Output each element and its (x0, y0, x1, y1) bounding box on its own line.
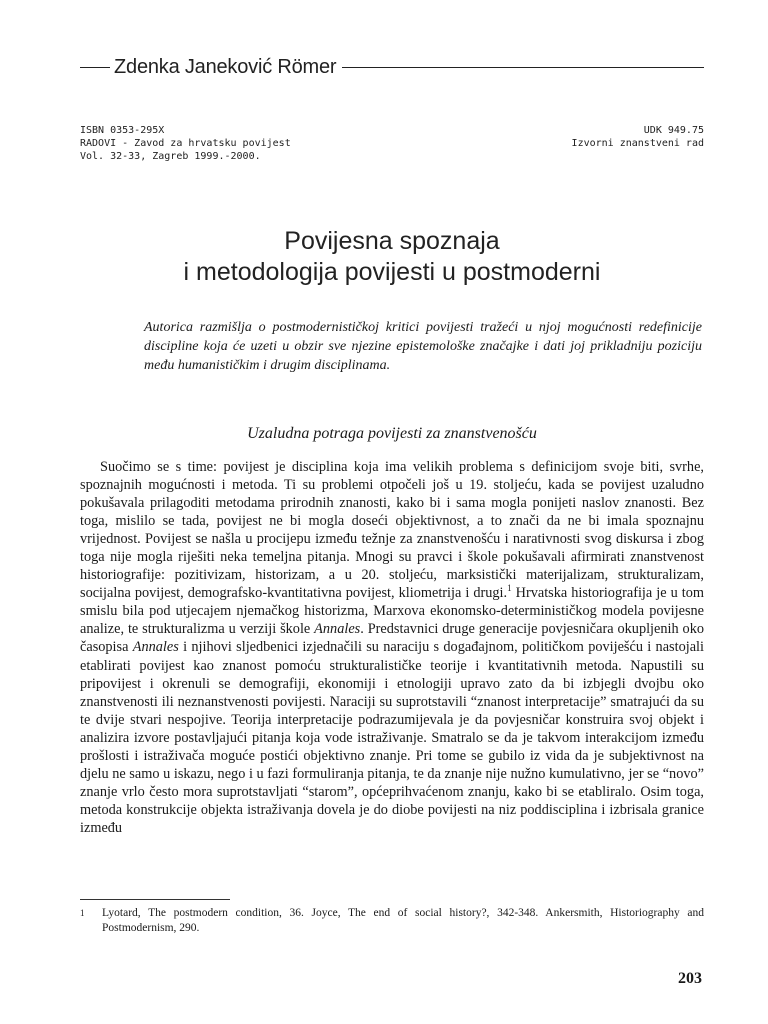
footnote-divider (80, 899, 230, 900)
article-type: Izvorni znanstveni rad (571, 138, 704, 149)
section-heading: Uzaludna potraga povijesti za znanstvenošću (247, 425, 537, 442)
footnote-number: 1 (80, 908, 85, 918)
abstract: Autorica razmišlja o postmodernističkoj kritici povijesti tražeći u njoj mogućnosti redefinicije discipline koja će uzeti u obzir sve njezine epistemološke značajke i dati joj prikladniju poziciju među humanističkim i drugim disciplinama. (144, 320, 702, 373)
title-line-2: i metodologija povijesti u postmoderni (183, 258, 601, 286)
footnote-ref[interactable]: 1 (507, 583, 512, 594)
volume: Vol. 32-33, Zagreb 1999.-2000. (80, 151, 261, 162)
journal: RADOVI - Zavod za hrvatsku povijest (80, 138, 291, 149)
title-line-1: Povijesna spoznaja (284, 227, 500, 255)
body-text-1: Suočimo se s time: povijest je disciplina koja ima velikih problema s definicijom svoje biti, svrhe, spoznajnih mogućnosti i metoda. Ti su problemi otpočeli još u 19. stoljeću, kada se povijest uzaludno pokušavala prilagoditi metodama prirodnih znanosti, kako bi i sama mogla ponijeti naslov znanosti. Bez toga, mislilo se tada, povijest ne bi mogla doseći objektivnost, a to znači da ne bi imala spoznajnu vrijednost. Povijest se našla u procijepu između težnje za znanstvenošću i narativnosti svog diskursa i zbog toga nije mogla riješiti neka temeljna pitanja. Mnogi su pravci i škole pokušavali afirmirati znanstvenost historiografije: pozitivizam, historizam, a u 20. stoljeću, marksistički materijalizam, strukturalizam, socijalna povijest, demografsko-kvantitativna povijest, kliometrija i drugi. (80, 459, 704, 602)
page-number: 203 (678, 970, 702, 987)
isbn: ISBN 0353-295X (80, 125, 165, 136)
footnote (80, 906, 704, 936)
annales-italic-1: Annales (314, 621, 361, 638)
header-rule-right (342, 67, 704, 68)
meta-left (80, 124, 291, 163)
udk: UDK 949.75 (643, 125, 704, 136)
header-rule-left (80, 67, 110, 68)
running-header (80, 56, 704, 78)
article-title (80, 226, 704, 288)
author-name: Zdenka Janeković Römer (114, 55, 337, 78)
body-text-2: Hrvatska historiografija je u tom smislu bila pod utjecajem njemačkog historizma, Marxova ekonomsko-determinističkog modela povijesne analize, te strukturalizma u verziji škole (80, 585, 704, 638)
body-paragraph (80, 458, 704, 837)
footnote-text: Lyotard, The postmodern condition, 36. Joyce, The end of social history?, 342-348. Ankersmith, Historiography and Postmodernism, 290. (102, 907, 704, 934)
body-text-3: . Predstavnici druge generacije povjesničara okupljenih oko časopisa (80, 621, 704, 656)
annales-italic-2: Annales (132, 639, 179, 656)
body-text-4: i njihovi sljedbenici izjednačili su naraciju s događajnom, političkom poviješću i nastojali etablirati povijest kao znanost pomoću strukturalističke teorije i kvantitativnih metoda. Napustili su pripovijest i okrenuli se demografiji, ekonomiji i etnologiji upravo zato da bi izbjegli dvojbu oko znanstvenosti ili neznanstvenosti povijesti. Naraciji su suprotstavili “znanost interpretacije” smatrajući da su te dvije stvari nespojive. Teorija interpretacije podrazumijevala je da povjesničar konstruira svoj objekt i analizira izvore postavljajući pitanja koja vode istraživanje. Smatralo se da je takvom interakcijom između prošlosti i istraživača moguće postići objektivno znanje. Pri tome se gubilo iz vida da je subjektivnost na djelu ne samo u iskazu, nego i u fazi formuliranja pitanja, te da znanje nije nužno kumulativno, jer se “novo” znanje vrlo često mora suprotstavljati “starom”, općeprihvaćenom znanju, kako bi se etabliralo. Osim toga, metoda konstrukcije objekta istraživanja dovela je do diobe povijesti na niz poddisciplina i izbrisala granice između (80, 639, 704, 836)
meta-right (572, 124, 704, 150)
